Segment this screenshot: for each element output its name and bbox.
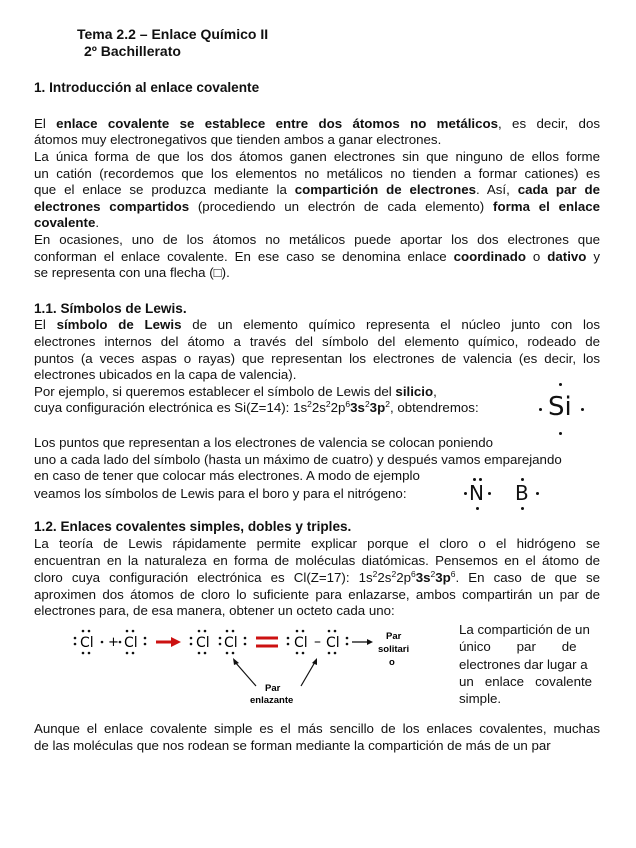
nitrogen-symbol: N [469,481,484,505]
document-subtitle: 2º Bachillerato [84,43,181,59]
cl-atom-label: Cl [326,635,340,651]
electron-dot [473,478,476,481]
electron-dot [521,478,524,481]
paragraph-line: electrones compartidos (procediendo un electrón de cada elemento) forma el enlace [34,199,600,214]
lewis-silicon-diagram [536,380,586,440]
paragraph-line: en caso de tener que colocar más electrones. A modo de ejemplo [34,468,420,483]
lewis-nitrogen-diagram [462,476,494,512]
lone-pair-label-2: solitari [378,644,410,655]
plus-sign: + [108,635,119,650]
paragraph-line: El enlace covalente se establece entre dos átomos no metálicos, es decir, dos [34,116,600,131]
cl-atom-label: Cl [124,635,138,651]
paragraph-line: cloro cuya configuración electrónica es Cl(Z=17): $1s^22s^22p^63s^23p^6$. En caso de que se [34,569,600,585]
paragraph-line: encuentran en la naturaleza en forma de moléculas diatómicas. Pensemos en el átomo de [34,553,600,568]
side-note-line: un enlace covalente [459,673,593,689]
cl-atom-label: Cl [294,635,308,651]
electron-dot [488,492,491,495]
electron-dot [559,383,562,386]
paragraph-line: aproximen dos átomos de cloro lo suficiente para enlazarse, ambos compartirán un par de [34,587,600,602]
document-title: Tema 2.2 – Enlace Químico II [77,26,269,42]
lone-pair-label-1: Par [386,631,402,642]
paragraph-line: electrones para, de esa manera, obtener un octeto cada uno: [34,603,395,618]
paragraph-line: se representa con una flecha (□). [34,265,230,280]
paragraph-line: puntos (a veces aspas o rayas) que representan los electrones de valencia (es decir, los [34,351,600,366]
electron-dot [539,408,542,411]
cl-atom-label: Cl [196,635,210,651]
section-1-1-heading: 1.1. Símbolos de Lewis. [34,301,187,316]
section-1-heading: 1. Introducción al enlace covalente [34,80,260,95]
section-1-2-heading: 1.2. Enlaces covalentes simples, dobles y triples. [34,519,352,534]
paragraph-line: veamos los símbolos de Lewis para el boro y para el nitrógeno: [34,486,407,501]
side-note-line: electrones dar lugar a [459,656,588,672]
paragraph-line: electrones ubicados en la capa de valencia). [34,367,297,382]
electron-dot [476,507,479,510]
electron-dot [479,478,482,481]
paragraph-line: cuya configuración electrónica es Si(Z=14): $1s^22s^22p^63s^23p^2$, obtendremos: [34,399,479,415]
electron-dot [464,492,467,495]
boron-symbol: B [515,481,529,505]
bonding-pair-arrow-right [301,662,315,686]
cl-atom-label: Cl [80,635,94,651]
side-note-line: La compartición de un [459,622,590,637]
chlorine-bond-diagram [68,620,448,712]
silicon-symbol: Si [548,392,572,422]
paragraph-line: Aunque el enlace covalente simple es el más sencillo de los enlaces covalentes, muchas [34,721,600,736]
lone-pair-label-3: o [389,657,395,668]
paragraph-line: un catión (recordemos que los elementos no metálicos no tienden a formar cationes) es [34,166,600,181]
bond-dash: – [314,634,321,650]
paragraph-line: Los puntos que representan a los electrones de valencia se colocan poniendo [34,435,494,450]
paragraph-line: uno a cada lado del símbolo (hasta un máximo de cuatro) y después vamos emparejando [34,452,562,467]
electron-dot [581,408,584,411]
paragraph-line: Por ejemplo, si queremos establecer el símbolo de Lewis del silicio, [34,384,437,399]
bonding-pair-arrow-head [233,658,239,665]
paragraph-line: En ocasiones, uno de los átomos no metálicos puede aportar los dos electrones que [34,232,600,247]
chlorine-bond-svg [68,620,448,712]
paragraph-line: conforman el enlace covalente. En ese caso se denomina enlace coordinado o dativo y [34,249,600,264]
bonding-pair-label-1: Par [265,683,281,694]
side-note-line: simple. [459,691,502,707]
paragraph-line: átomos muy electronegativos que tienden ambos a ganar electrones. [34,132,442,147]
reaction-arrow-head [171,637,181,647]
bonding-pair-label-2: enlazante [250,695,294,706]
paragraph-line: que el enlace se produzca mediante la compartición de electrones. Así, cada par de [34,182,600,197]
paragraph-line: La única forma de que los dos átomos ganen electrones sin que ninguno de ellos forme [34,149,600,164]
paragraph-line: covalente. [34,215,100,230]
paragraph-line: La teoría de Lewis rápidamente permite explicar porque el cloro o el hidrógeno se [34,536,600,551]
paragraph-line: El símbolo de Lewis de un elemento químico representa el núcleo junto con los [34,317,600,332]
side-note [459,621,601,707]
side-note-line: único par de [459,639,577,655]
cl-atom-label: Cl [224,635,238,651]
electron-dot [521,507,524,510]
paragraph-line: electrones internos del átomo a través del símbolo del elemento químico, rodeado de [34,334,600,349]
bonding-pair-arrow-head [312,658,317,665]
lone-pair-arrow-head [367,639,373,645]
electron-dot [536,492,539,495]
lewis-boron-diagram [511,476,541,512]
bonding-pair-arrow-left [235,662,256,686]
paragraph-line: de las moléculas que nos rodean se forman mediante la compartición de más de un par [34,738,551,753]
